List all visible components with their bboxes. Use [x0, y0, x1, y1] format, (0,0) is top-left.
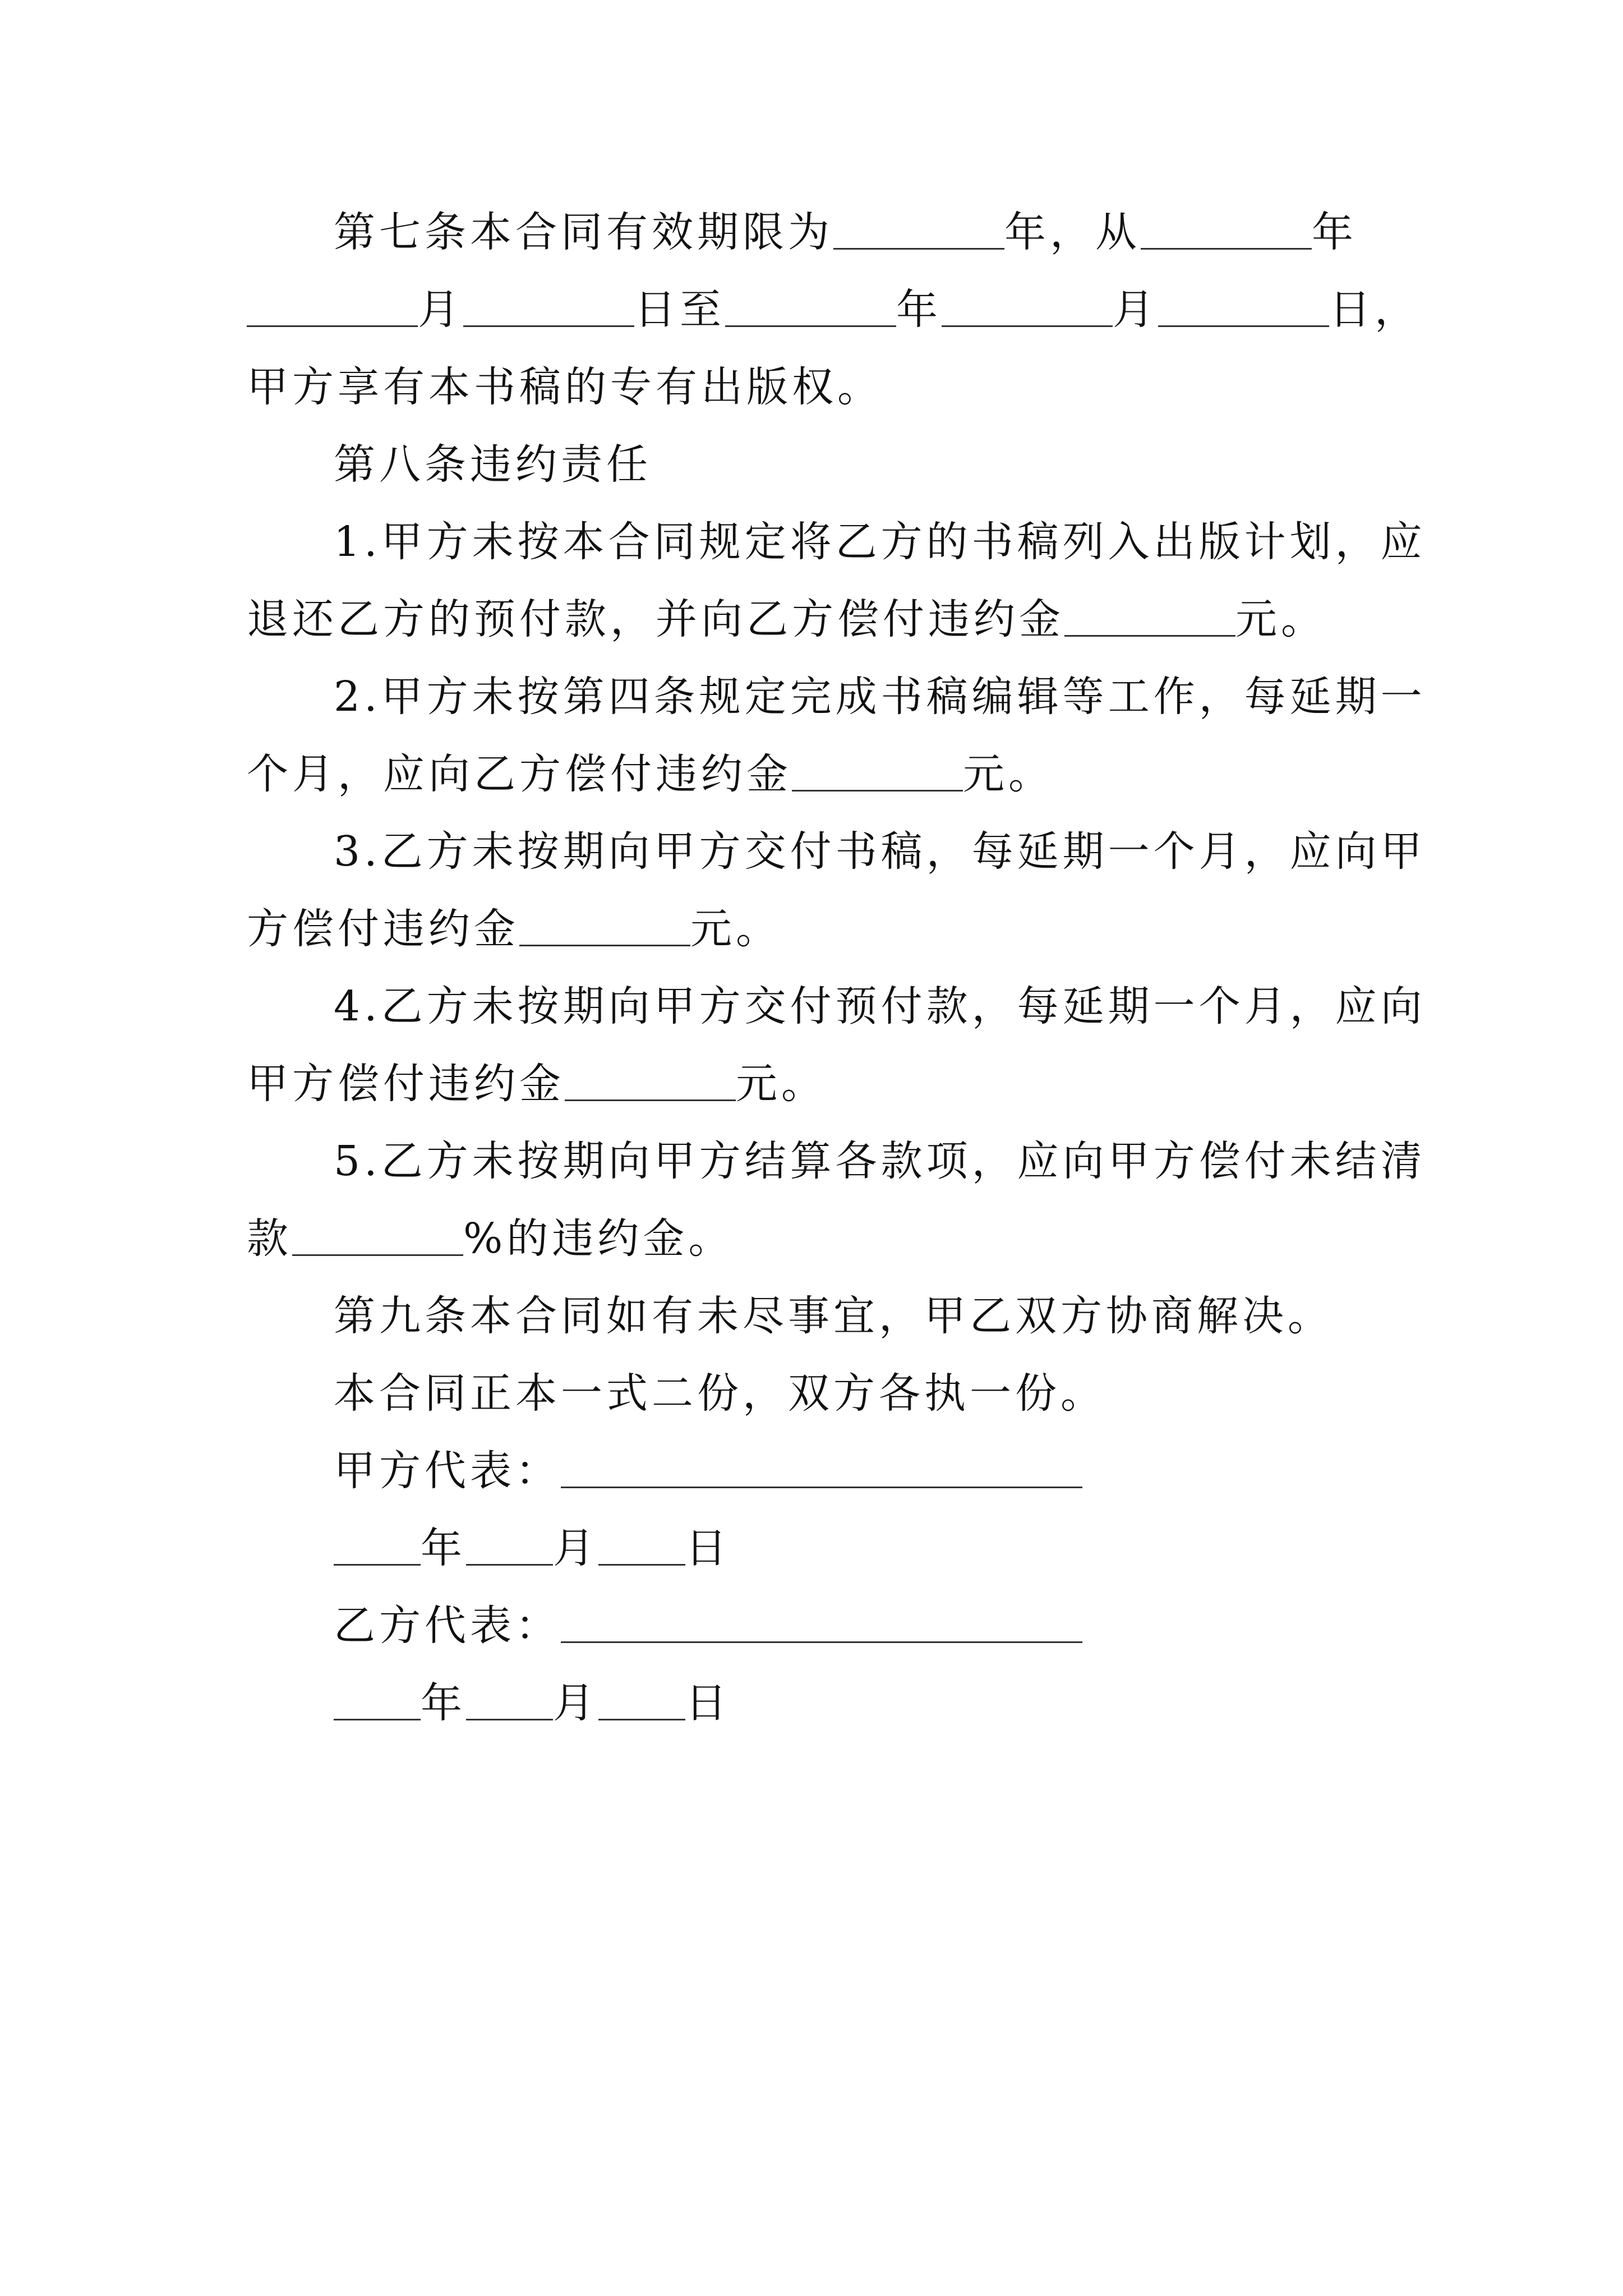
breach-item-3-line-1: 3.乙方未按期向甲方交付书稿，每延期一个月，应向甲	[334, 827, 1426, 876]
party-b-date	[247, 1664, 1419, 1742]
text: 月	[1113, 286, 1158, 334]
party-b-year-field[interactable]	[334, 1683, 421, 1720]
article-8-title: 第八条违约责任	[334, 440, 652, 489]
blank-penalty-1[interactable]	[1064, 599, 1235, 637]
text: 年，从	[1004, 208, 1141, 256]
article-9: 第九条本合同如有未尽事宜，甲乙双方协商解决。	[334, 1292, 1333, 1340]
text: 元。	[736, 1060, 827, 1108]
text: 年	[421, 1524, 466, 1572]
blank-term-years[interactable]	[833, 212, 1004, 250]
party-a-date	[247, 1510, 1419, 1587]
breach-item-1	[247, 503, 1426, 658]
party-b-signature	[247, 1587, 1419, 1664]
breach-item-1-line-1: 1.甲方未按本合同规定将乙方的书稿列入出版计划，应	[334, 518, 1426, 566]
blank-penalty-4[interactable]	[565, 1064, 736, 1101]
breach-item-4	[247, 968, 1426, 1122]
party-a-day-field[interactable]	[598, 1528, 685, 1566]
text: 第七条本合同有效期限为	[334, 208, 833, 256]
breach-item-5	[247, 1122, 1426, 1277]
party-a-year-field[interactable]	[334, 1528, 421, 1566]
party-b-label: 乙方代表：	[334, 1602, 561, 1650]
blank-end-month[interactable]	[942, 289, 1113, 327]
breach-item-5-line-2	[247, 1200, 1419, 1277]
blank-penalty-2[interactable]	[792, 754, 963, 792]
text: 月	[553, 1679, 598, 1727]
party-b-month-field[interactable]	[466, 1683, 553, 1720]
text: 元。	[963, 750, 1054, 798]
article-7-line-3: 甲方享有本书稿的专有出版权。	[247, 363, 883, 411]
blank-penalty-3[interactable]	[519, 909, 690, 946]
text: 年	[896, 286, 942, 334]
text: 方偿付违约金	[247, 905, 519, 953]
text: 月	[418, 286, 463, 334]
party-a-label: 甲方代表：	[334, 1447, 561, 1495]
article-7-line-1	[247, 194, 1419, 271]
party-a-signature-field[interactable]	[561, 1451, 1082, 1488]
blank-end-year[interactable]	[725, 289, 896, 327]
text: %的违约金。	[463, 1214, 734, 1263]
party-a-signature	[247, 1432, 1419, 1510]
text: 退还乙方的预付款，并向乙方偿付违约金	[247, 595, 1064, 643]
breach-item-2	[247, 658, 1426, 813]
breach-item-4-line-2	[247, 1045, 1419, 1122]
breach-item-3-line-2	[247, 890, 1419, 968]
blank-penalty-5-percent[interactable]	[292, 1218, 463, 1256]
article-7	[247, 194, 1419, 426]
party-b-signature-field[interactable]	[561, 1605, 1082, 1643]
text: 元。	[1235, 595, 1326, 643]
text: 日	[685, 1679, 731, 1727]
breach-item-1-line-2	[247, 581, 1419, 658]
text: 款	[247, 1214, 292, 1263]
article-7-line-2	[247, 271, 1419, 348]
breach-item-2-line-1: 2.甲方未按第四条规定完成书稿编辑等工作，每延期一	[334, 673, 1426, 721]
party-b-day-field[interactable]	[598, 1683, 685, 1720]
blank-start-month[interactable]	[247, 289, 418, 327]
contract-body	[247, 194, 1426, 1742]
blank-end-day[interactable]	[1158, 289, 1329, 327]
text: 月	[553, 1524, 598, 1572]
breach-item-4-line-1: 4.乙方未按期向甲方交付预付款，每延期一个月，应向	[334, 982, 1426, 1030]
text: 年	[1312, 208, 1357, 256]
text: 甲方偿付违约金	[247, 1060, 565, 1108]
copies-clause: 本合同正本一式二份，双方各执一份。	[334, 1369, 1106, 1418]
blank-start-day[interactable]	[463, 289, 634, 327]
party-a-month-field[interactable]	[466, 1528, 553, 1566]
text: 年	[421, 1679, 466, 1727]
text: 日，	[1329, 286, 1420, 334]
breach-item-5-line-1: 5.乙方未按期向甲方结算各款项，应向甲方偿付未结清	[334, 1137, 1426, 1185]
breach-item-3	[247, 813, 1426, 968]
breach-item-2-line-2	[247, 735, 1419, 813]
text: 元。	[690, 905, 781, 953]
blank-start-year[interactable]	[1141, 212, 1312, 250]
text: 个月，应向乙方偿付违约金	[247, 750, 792, 798]
text: 日	[685, 1524, 731, 1572]
text: 日至	[634, 286, 725, 334]
